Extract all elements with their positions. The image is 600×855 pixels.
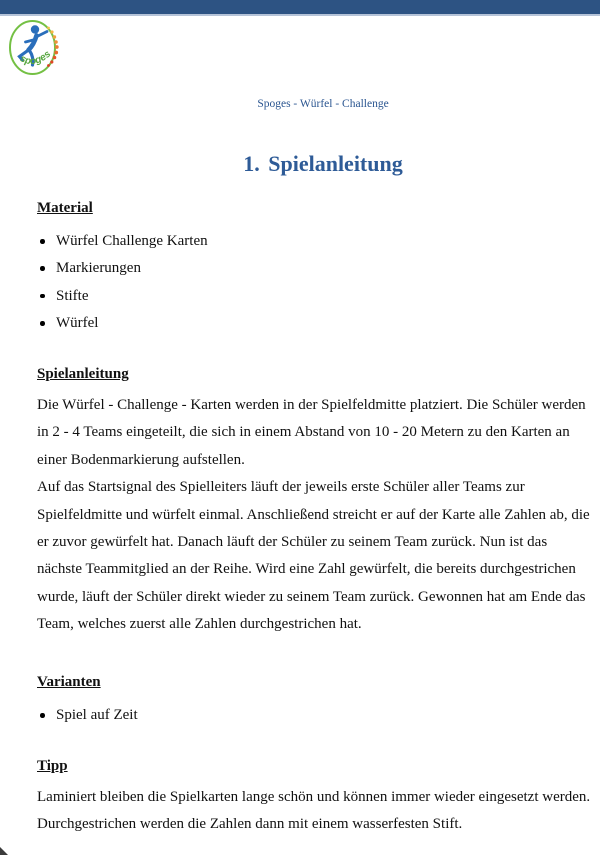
- text-line: Die Würfel - Challenge - Karten werden in der Spielfeldmitte platziert. Die Schüler werden: [37, 397, 586, 413]
- section-spielanleitung: [37, 364, 590, 639]
- text-line: Durchgestrichen werden die Zahlen dann mit einem wasserfesten Stift.: [37, 816, 463, 833]
- bullet-icon: [40, 321, 45, 326]
- material-heading: Material: [37, 200, 93, 216]
- spoges-logo-graphic: [8, 19, 61, 77]
- list-item-label: Stifte: [56, 287, 89, 304]
- text-line: in 2 - 4 Teams eingeteilt, die sich in einem Abstand von 10 - 20 Metern zu den Karten an: [37, 424, 570, 441]
- spielanleitung-text: [37, 392, 590, 639]
- text-line: nächste Teammitglied an der Reihe. Wird eine Zahl gewürfelt, die bereits durchgestrichen: [37, 561, 576, 578]
- tipp-heading: Tipp: [37, 758, 68, 774]
- list-item: [37, 228, 580, 255]
- text-line: wurde, läuft der Schüler direkt wieder zu seinem Team zurück. Gewonnen hat am Ende das: [37, 588, 586, 605]
- text-line: Auf das Startsignal des Spielleiters läuft der jeweils erste Schüler aller Teams zur: [37, 479, 525, 496]
- logo-text: spoges: [18, 48, 54, 68]
- section-varianten: [37, 672, 580, 729]
- list-item: [37, 255, 580, 282]
- text-line: er zuvor gewürfelt hat. Danach läuft der Schüler zu seinem Team zurück. Nun ist das: [37, 534, 548, 551]
- page-corner-fold: [0, 847, 8, 855]
- text-line: Spielfeldmitte und würfelt einmal. Anschließend streicht er auf der Karte alle Zahlen ab, die: [37, 506, 590, 523]
- material-list: [37, 228, 580, 338]
- text-line: einer Bodenmarkierung aufstellen.: [37, 451, 245, 468]
- bullet-icon: [40, 266, 45, 271]
- list-item: [37, 310, 580, 337]
- text-line: Laminiert bleiben die Spielkarten lange schön und können immer wieder eingesetzt werden.: [37, 789, 591, 805]
- list-item-label: Würfel: [56, 315, 99, 332]
- list-item-label: Markierungen: [56, 260, 141, 277]
- section-tipp: [37, 756, 591, 839]
- section-material: [37, 198, 580, 338]
- list-item-label: Spiel auf Zeit: [56, 707, 138, 723]
- list-item-label: Würfel Challenge Karten: [56, 233, 208, 249]
- tipp-text: [37, 784, 591, 839]
- varianten-heading: Varianten: [37, 674, 101, 690]
- list-item: [37, 702, 580, 729]
- spielanleitung-heading: Spielanleitung: [37, 366, 129, 382]
- bullet-icon: [40, 294, 45, 299]
- list-item: [37, 283, 580, 310]
- page-title: 1. Spielanleitung: [243, 151, 403, 176]
- bullet-icon: [40, 239, 45, 244]
- top-accent-bar: [0, 0, 600, 16]
- varianten-list: [37, 702, 580, 729]
- spoges-logo: [8, 19, 61, 77]
- document-header: Spoges - Würfel - Challenge: [257, 98, 389, 110]
- text-line: Team, welches zuerst alle Zahlen durchgestrichen hat.: [37, 616, 362, 633]
- bullet-icon: [40, 713, 45, 718]
